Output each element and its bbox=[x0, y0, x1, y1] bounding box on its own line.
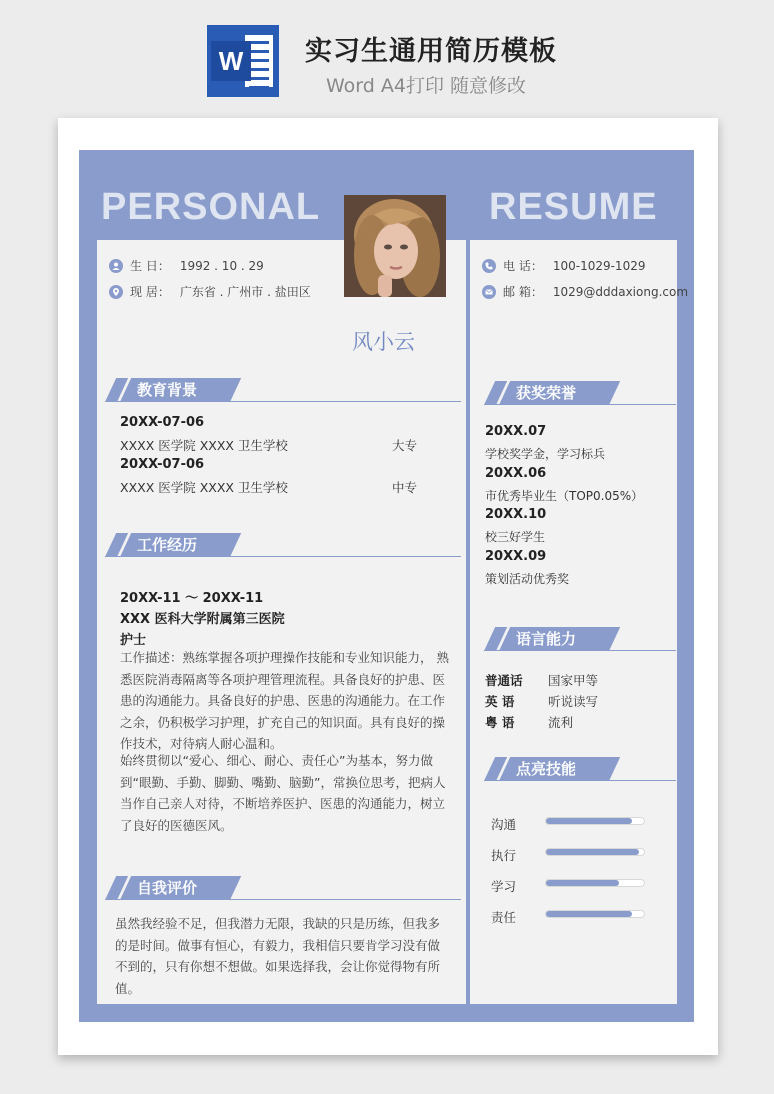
education-header bbox=[105, 378, 461, 402]
skill-name-3: 学习 bbox=[491, 879, 517, 894]
work-role: 护士 bbox=[120, 633, 147, 648]
email-label: 邮 箱： bbox=[503, 285, 543, 299]
profile-photo bbox=[344, 195, 446, 297]
user-icon bbox=[109, 259, 123, 273]
work-description: 工作描述：熟练掌握各项护理操作技能和专业知识能力， 熟悉医院消毒隔离等各项护理管理流程。具备良好的护患、医患的沟通能力。具备良好的护患、医患的沟通能力。在工作之余，仍积极学习护理，扩充自己的知识面。具有良好的操作技术，对待病人耐心温和。 bbox=[120, 650, 449, 751]
awards-title: 获奖荣誉 bbox=[516, 384, 577, 402]
award-year-2: 20XX.06 bbox=[485, 466, 547, 481]
award-year-1: 20XX.07 bbox=[485, 424, 547, 439]
award-text-4: 策划活动优秀奖 bbox=[485, 572, 570, 586]
award-text-1: 学校奖学金，学习标兵 bbox=[485, 447, 606, 461]
word-logo-icon bbox=[207, 25, 279, 97]
word-logo-letter: W bbox=[211, 41, 251, 81]
award-text-3: 校三好学生 bbox=[485, 530, 546, 544]
candidate-name: 风小云 bbox=[352, 330, 415, 354]
birth-row bbox=[109, 257, 264, 274]
skills-title: 点亮技能 bbox=[516, 760, 577, 778]
work-description-2: 始终贯彻以“爱心、细心、耐心、责任心”为基本，努力做到“眼勤、手勤、脚勤、嘴勤、脑勤”，常换位思考，把病人当作自己亲人对待，不断培养医护、医患的沟通能力，树立了良好的医德医风。 bbox=[120, 753, 446, 833]
education-degree-1: 大专 bbox=[392, 438, 418, 453]
education-degree-2: 中专 bbox=[392, 480, 418, 495]
birth-label: 生 日： bbox=[130, 259, 170, 273]
phone-label: 电 话： bbox=[503, 259, 543, 273]
phone-value: 100-1029-1029 bbox=[552, 258, 646, 273]
skill-bar-fill-3 bbox=[546, 880, 619, 886]
education-date-1: 20XX-07-06 bbox=[120, 415, 205, 430]
profile-photo-image bbox=[344, 195, 446, 297]
language-level-3: 流利 bbox=[548, 715, 574, 730]
self-eval-header bbox=[105, 876, 461, 900]
skill-bar-fill-2 bbox=[546, 849, 639, 855]
skill-bar-fill-4 bbox=[546, 911, 632, 917]
page-subtitle: Word A4打印 随意修改 bbox=[326, 75, 527, 97]
self-eval-title: 自我评价 bbox=[137, 879, 198, 897]
phone-row bbox=[482, 257, 645, 274]
address-label: 现 居： bbox=[130, 285, 170, 299]
work-period: 20XX-11 ～ 20XX-11 bbox=[120, 591, 264, 606]
skill-bar-track-2 bbox=[545, 848, 645, 856]
award-year-3: 20XX.10 bbox=[485, 507, 547, 522]
skill-bar-track-4 bbox=[545, 910, 645, 918]
skill-name-4: 责任 bbox=[491, 910, 517, 925]
language-level-2: 听说读写 bbox=[548, 694, 599, 709]
resume-heading: RESUME bbox=[489, 186, 658, 228]
skill-bar-fill-1 bbox=[546, 818, 632, 824]
language-name-1: 普通话 bbox=[485, 673, 523, 688]
language-level-1: 国家甲等 bbox=[548, 673, 599, 688]
work-organization: XXX 医科大学附属第三医院 bbox=[120, 612, 285, 627]
work-title: 工作经历 bbox=[137, 536, 198, 554]
skill-name-1: 沟通 bbox=[491, 817, 517, 832]
education-title: 教育背景 bbox=[137, 381, 198, 399]
education-school-2: XXXX 医学院 XXXX 卫生学校 bbox=[120, 480, 288, 495]
self-eval-text: 虽然我经验不足，但我潜力无限，我缺的只是历练，但我多的是时间。做事有恒心，有毅力，我相信只要肯学习没有做不到的，只有你想不想做。如果选择我，会让你觉得物有所值。 bbox=[115, 916, 441, 996]
award-text-2: 市优秀毕业生（TOP0.05%） bbox=[485, 489, 644, 503]
skills-header bbox=[484, 757, 676, 781]
phone-icon bbox=[482, 259, 496, 273]
address-row bbox=[109, 283, 311, 300]
address-value: 广东省 . 广州市 . 盐田区 bbox=[179, 285, 311, 299]
work-header bbox=[105, 533, 461, 557]
skill-bar-track-1 bbox=[545, 817, 645, 825]
skill-name-2: 执行 bbox=[491, 848, 517, 863]
award-year-4: 20XX.09 bbox=[485, 549, 547, 564]
language-name-3: 粤 语 bbox=[485, 715, 515, 730]
languages-header bbox=[484, 627, 676, 651]
email-row bbox=[482, 283, 688, 300]
awards-header bbox=[484, 381, 676, 405]
page-title: 实习生通用简历模板 bbox=[305, 36, 557, 67]
education-date-2: 20XX-07-06 bbox=[120, 457, 205, 472]
skill-bar-track-3 bbox=[545, 879, 645, 887]
personal-heading: PERSONAL bbox=[101, 186, 321, 228]
education-school-1: XXXX 医学院 XXXX 卫生学校 bbox=[120, 438, 288, 453]
email-value: 1029@dddaxiong.com bbox=[552, 284, 689, 299]
languages-title: 语言能力 bbox=[516, 630, 577, 648]
mail-icon bbox=[482, 285, 496, 299]
birth-value: 1992 . 10 . 29 bbox=[179, 258, 264, 273]
language-name-2: 英 语 bbox=[485, 694, 515, 709]
location-pin-icon bbox=[109, 285, 123, 299]
